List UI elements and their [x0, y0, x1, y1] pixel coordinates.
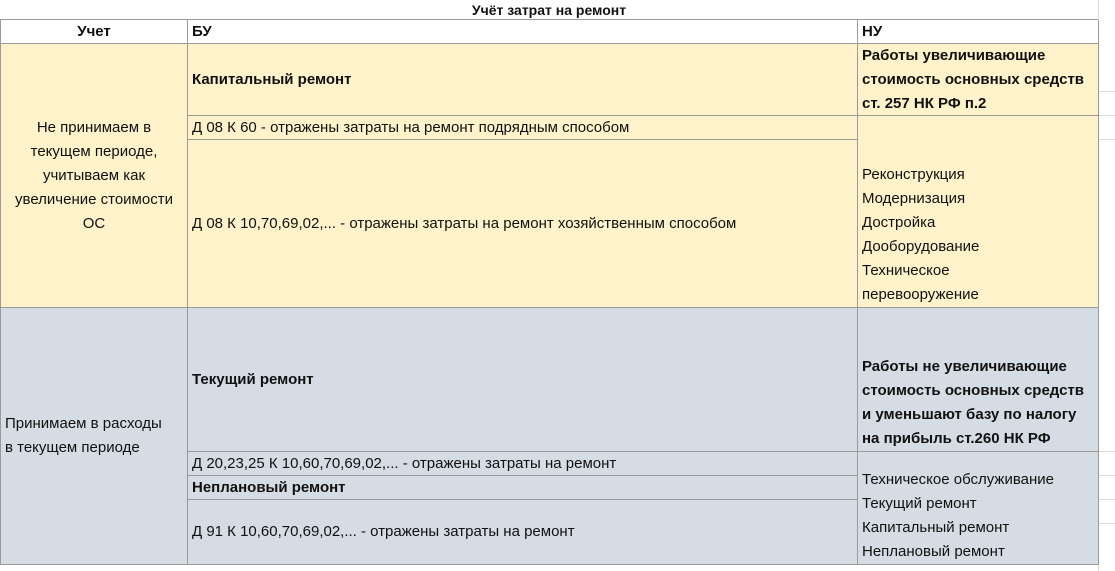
capital-nu-item: Дооборудование [862, 238, 980, 255]
grid-line [1098, 139, 1115, 140]
header-nu[interactable]: НУ [858, 20, 1099, 44]
current-nu-title-line: на прибыль ст.260 НК РФ [862, 430, 1051, 447]
capital-bu-row-contract[interactable]: Д 08 К 60 - отражены затраты на ремонт подрядным способом [188, 116, 858, 140]
header-bu[interactable]: БУ [188, 20, 858, 44]
current-nu-title-line: Работы не увеличивающие [862, 358, 1067, 375]
grid-line [1098, 523, 1115, 524]
current-bu-row-current[interactable]: Д 20,23,25 К 10,60,70,69,02,... - отражены затраты на ремонт [188, 452, 858, 476]
grid-line [1098, 475, 1115, 476]
current-nu-title-line: стоимость основных средств [862, 382, 1085, 399]
capital-accounting-cell[interactable] [0, 44, 188, 308]
current-accounting-line: Принимаем в расходы [5, 415, 162, 432]
capital-nu-item: Техническое [862, 262, 950, 279]
capital-bu-row-inhouse[interactable]: Д 08 К 10,70,69,02,... - отражены затраты на ремонт хозяйственным способом [188, 140, 858, 308]
unplanned-bu-title[interactable]: Неплановый ремонт [188, 476, 858, 500]
capital-nu-item: Модернизация [862, 190, 966, 207]
grid-line [1098, 499, 1115, 500]
current-nu-item: Текущий ремонт [862, 495, 977, 512]
current-accounting-cell[interactable] [0, 308, 188, 565]
capital-nu-item: Достройка [862, 214, 936, 231]
header-accounting[interactable]: Учет [0, 20, 188, 44]
current-accounting-line: в текущем периоде [5, 439, 140, 456]
capital-accounting-line: ОС [82, 214, 106, 232]
grid-line [1098, 115, 1115, 116]
grid-line [1098, 91, 1115, 92]
current-nu-title-line: и уменьшают базу по налогу [862, 406, 1077, 423]
capital-nu-title[interactable] [858, 44, 1099, 116]
capital-nu-item: Реконструкция [862, 166, 965, 183]
current-bu-title[interactable]: Текущий ремонт [188, 308, 858, 452]
sheet-title[interactable]: Учёт затрат на ремонт [0, 0, 1098, 20]
capital-accounting-line: увеличение стоимости [15, 190, 173, 208]
capital-nu-title-line: ст. 257 НК РФ п.2 [862, 94, 987, 112]
unplanned-bu-row[interactable]: Д 91 К 10,60,70,69,02,... - отражены затраты на ремонт [188, 500, 858, 565]
grid-line [1098, 451, 1115, 452]
capital-accounting-line: Не принимаем в [36, 118, 152, 136]
current-nu-item: Неплановый ремонт [862, 543, 1005, 560]
current-nu-item: Техническое обслуживание [862, 471, 1054, 488]
capital-accounting-line: учитываем как [42, 166, 146, 184]
capital-nu-item: перевооружение [862, 286, 979, 303]
capital-accounting-line: текущем периоде, [30, 142, 158, 160]
capital-nu-title-line: стоимость основных средств [862, 70, 1085, 88]
capital-bu-title[interactable]: Капитальный ремонт [188, 44, 858, 116]
current-nu-title[interactable] [858, 308, 1099, 452]
current-nu-items[interactable] [858, 452, 1099, 565]
capital-nu-title-line: Работы увеличивающие [862, 46, 1046, 64]
current-nu-item: Капитальный ремонт [862, 519, 1010, 536]
capital-nu-items[interactable] [858, 116, 1099, 308]
